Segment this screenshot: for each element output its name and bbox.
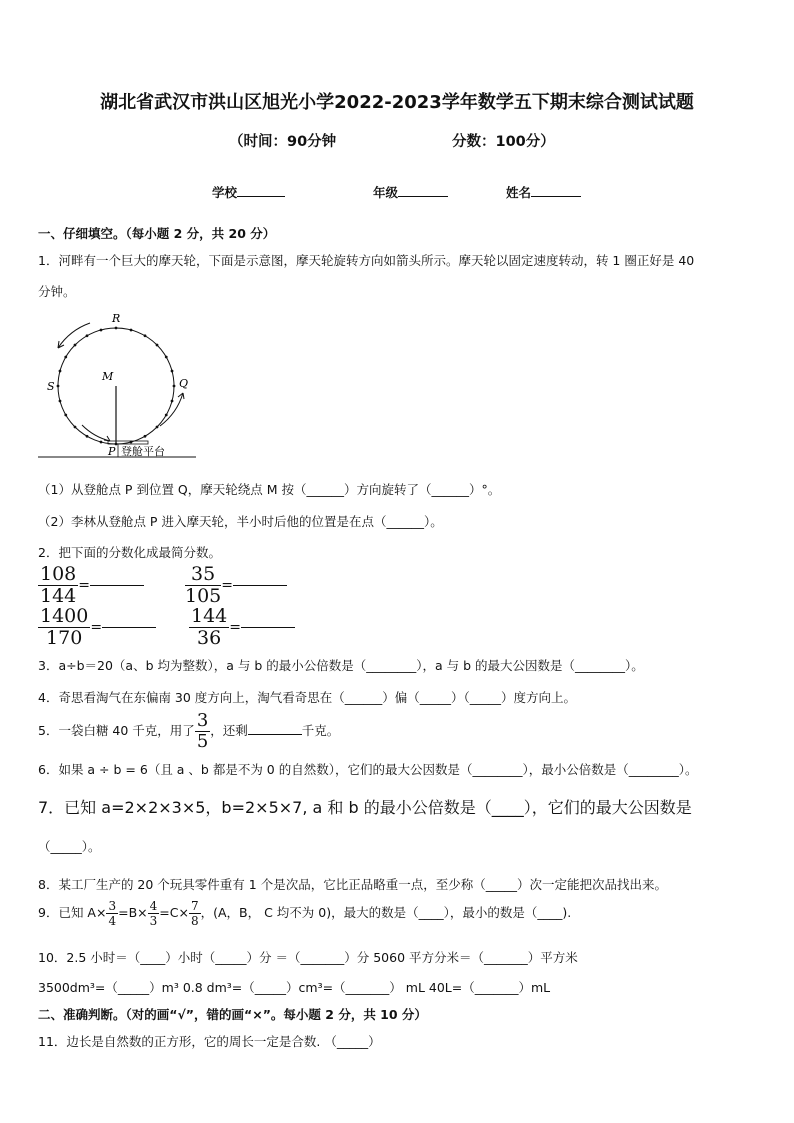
label-s: S <box>47 380 55 393</box>
label-p: P <box>108 445 116 458</box>
cabin-dot <box>115 327 118 330</box>
question-4: 4．奇思看淘气在东偏南 30 度方向上，淘气看奇思在（______）偏（_____）（_____）度方向上。 <box>38 690 577 705</box>
question-5-pre: 5．一袋白糖 40 千克，用了 <box>38 723 195 738</box>
name-field <box>506 183 581 201</box>
cabin-dot <box>171 370 174 373</box>
name-label: 姓名 <box>506 185 532 200</box>
question-6: 6．如果 a ÷ b = 6（且 a 、b 都是不为 0 的自然数），它们的最大公因数是（________），最小公倍数是（________）。 <box>38 762 698 777</box>
label-platform: 登舱平台 <box>121 445 165 458</box>
fraction-3-den: 170 <box>46 627 83 649</box>
q9-f1-den: 4 <box>108 914 117 928</box>
question-5-den: 5 <box>196 731 209 752</box>
exam-time: （时间：90分钟 <box>229 134 337 150</box>
question-10-line-1: 10．2.5 小时＝（____）小时（_____）分 ＝（_______）分 5060 平方分米＝（_______）平方米 <box>38 950 578 965</box>
question-5-post: 千克。 <box>301 723 340 738</box>
cabin-dot <box>165 356 168 359</box>
question-9-mid2: =C× <box>159 905 189 920</box>
question-11: 11．边长是自然数的正方形，它的周长一定是合数. （_____） <box>38 1034 381 1049</box>
cabin-dot <box>59 370 62 373</box>
cabin-dot <box>100 441 103 444</box>
equals-sign: = <box>78 577 90 594</box>
question-1-part-2: （2）李林从登舱点 P 进入摩天轮，半小时后他的位置是在点（______）。 <box>38 514 443 529</box>
question-1-text-cont: 分钟。 <box>38 284 76 299</box>
cabin-dot <box>74 344 77 347</box>
cabin-dot <box>130 329 133 332</box>
arrowhead-bottom <box>104 436 110 441</box>
school-field <box>212 183 285 201</box>
question-7-line-2: （_____）。 <box>38 839 101 854</box>
fraction-4 <box>189 607 295 648</box>
question-10-line-2: 3500dm³=（_____）m³ 0.8 dm³=（_____）cm³=（_______） mL 40L=（_______）mL <box>38 980 551 995</box>
fraction-4-den: 36 <box>197 627 222 649</box>
cabin-dot <box>64 356 67 359</box>
question-8: 8．某工厂生产的 20 个玩具零件重有 1 个是次品，它比正品略重一点，至少称（_____）次一定能把次品找出来。 <box>38 877 667 892</box>
fraction-1 <box>38 565 144 606</box>
question-5-mid: ，还剩 <box>210 723 248 738</box>
ferris-wheel-diagram <box>38 308 208 464</box>
question-5-num: 3 <box>196 710 209 731</box>
arrow-bottom <box>82 425 110 441</box>
q9-f1-num: 3 <box>108 899 117 913</box>
section-1-heading: 一、仔细填空。（每小题 2 分，共 20 分） <box>38 226 276 241</box>
cabin-dot <box>86 334 89 337</box>
question-7-line-1: 7．已知 a=2×2×3×5，b=2×5×7, a 和 b 的最小公倍数是（____），它们的最大公因数是 <box>38 798 692 817</box>
q9-f2-num: 4 <box>149 899 158 913</box>
question-3: 3．a÷b＝20（a、b 均为整数），a 与 b 的最小公倍数是（________），a 与 b 的最大公因数是（________）。 <box>38 658 644 673</box>
q9-f3-num: 7 <box>190 899 199 913</box>
equals-sign: = <box>221 577 233 594</box>
arrow-right <box>160 393 183 426</box>
equals-sign: = <box>90 619 103 636</box>
exam-score: 分数：100分） <box>452 134 555 150</box>
section-2-heading: 二、准确判断。（对的画“√”，错的画“×”。每小题 2 分，共 10 分） <box>38 1007 427 1022</box>
cabin-dot <box>171 400 174 403</box>
fraction-4-num: 144 <box>191 605 228 627</box>
grade-field <box>373 183 448 201</box>
label-r: R <box>112 312 121 325</box>
equals-sign: = <box>229 619 241 636</box>
fraction-2-den: 105 <box>185 585 222 607</box>
cabin-dot <box>86 435 89 438</box>
school-label: 学校 <box>212 185 238 200</box>
question-5 <box>38 712 339 751</box>
question-1-text: 1．河畔有一个巨大的摩天轮，下面是示意图，摩天轮旋转方向如箭头所示。摩天轮以固定速度转动，转 1 圈正好是 40 <box>38 253 695 268</box>
fraction-3-num: 1400 <box>40 605 89 627</box>
fraction-1-num: 108 <box>40 563 77 585</box>
question-9-pre: 9．已知 A× <box>38 905 107 920</box>
fraction-2-num: 35 <box>185 565 221 586</box>
grade-label: 年级 <box>373 185 399 200</box>
cabin-dot <box>100 329 103 332</box>
fraction-2 <box>185 565 287 606</box>
question-1-part-1: （1）从登舱点 P 到位置 Q，摩天轮绕点 M 按（______）方向旋转了（______）°。 <box>38 482 501 497</box>
cabin-dot <box>165 414 168 417</box>
q9-f2-den: 3 <box>149 914 158 928</box>
fraction-1-den: 144 <box>40 585 77 607</box>
cabin-dot <box>74 426 77 429</box>
cabin-dot <box>59 400 62 403</box>
cabin-dot <box>173 385 176 388</box>
label-q: Q <box>179 377 189 390</box>
cabin-dot <box>156 344 159 347</box>
question-2-text: 2．把下面的分数化成最简分数。 <box>38 545 221 560</box>
fraction-3 <box>38 607 156 648</box>
cabin-dot <box>144 334 147 337</box>
cabin-dot <box>64 414 67 417</box>
page-title: 湖北省武汉市洪山区旭光小学2022-2023学年数学五下期末综合测试试题 <box>100 92 694 113</box>
cabin-dot <box>57 385 60 388</box>
question-9-post: ，(A，B， C 均不为 0)，最大的数是（____），最小的数是（____). <box>200 905 572 920</box>
question-9-mid1: =B× <box>118 905 148 920</box>
label-m: M <box>102 370 114 383</box>
cabin-dot <box>156 426 159 429</box>
cabin-dot <box>144 435 147 438</box>
question-9 <box>38 900 571 927</box>
q9-f3-den: 8 <box>190 914 199 928</box>
